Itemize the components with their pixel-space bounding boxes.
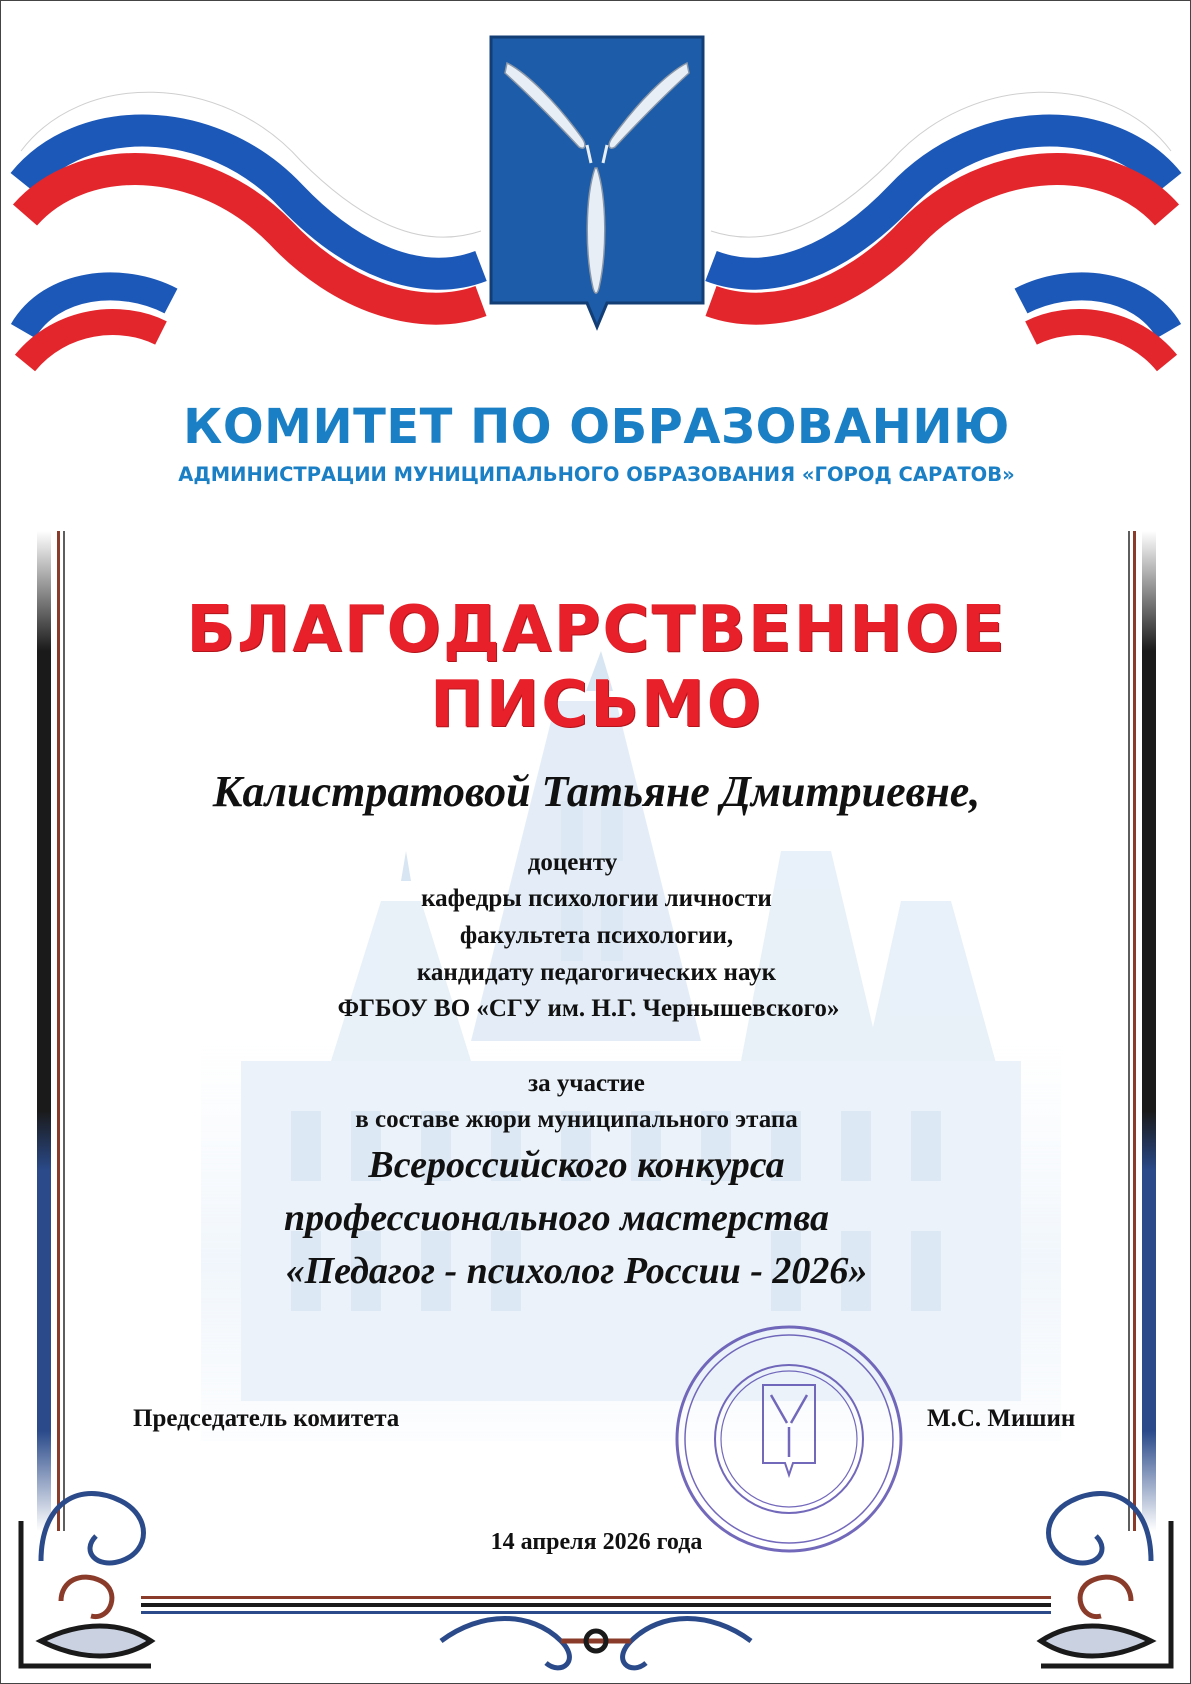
flag-ribbon-left: [21, 92, 481, 363]
saratov-coat-of-arms-icon: [487, 33, 707, 331]
signature-name: М.С. Мишин: [927, 1405, 1076, 1432]
reason-line: за участие: [528, 1070, 645, 1097]
reason-line: в составе жюри муниципального этапа: [355, 1106, 798, 1133]
signature-role: Председатель комитета: [133, 1405, 400, 1432]
heading-line-1: БЛАГОДАРСТВЕННОЕ: [186, 593, 1007, 667]
organization-title: КОМИТЕТ ПО ОБРАЗОВАНИЮ: [183, 399, 1010, 455]
official-stamp-image: [673, 1323, 905, 1555]
contest-line: Всероссийского конкурса: [368, 1144, 785, 1186]
bottom-center-ornament-icon: [441, 1619, 751, 1668]
recipient-name: Калистратовой Татьяне Дмитриевне,: [212, 767, 981, 816]
position-line: ФГБОУ ВО «СГУ им. Н.Г. Чернышевского»: [337, 995, 840, 1022]
contest-line: «Педагог - психолог России - 2026»: [285, 1250, 868, 1292]
issue-date: 14 апреля 2026 года: [490, 1529, 703, 1555]
position-line: кафедры психологии личности: [421, 885, 772, 912]
position-line: кандидату педагогических наук: [416, 959, 777, 986]
contest-line: профессионального мастерства: [283, 1197, 830, 1239]
organization-subtitle: АДМИНИСТРАЦИИ МУНИЦИПАЛЬНОГО ОБРАЗОВАНИЯ «ГОРОД САРАТОВ»: [178, 463, 1015, 486]
position-line: факультета психологии,: [459, 922, 734, 949]
bottom-border: [141, 1596, 1051, 1614]
flag-ribbon-right: [711, 92, 1171, 363]
heading-line-2: ПИСЬМО: [430, 668, 763, 742]
position-line: доценту: [527, 849, 618, 876]
